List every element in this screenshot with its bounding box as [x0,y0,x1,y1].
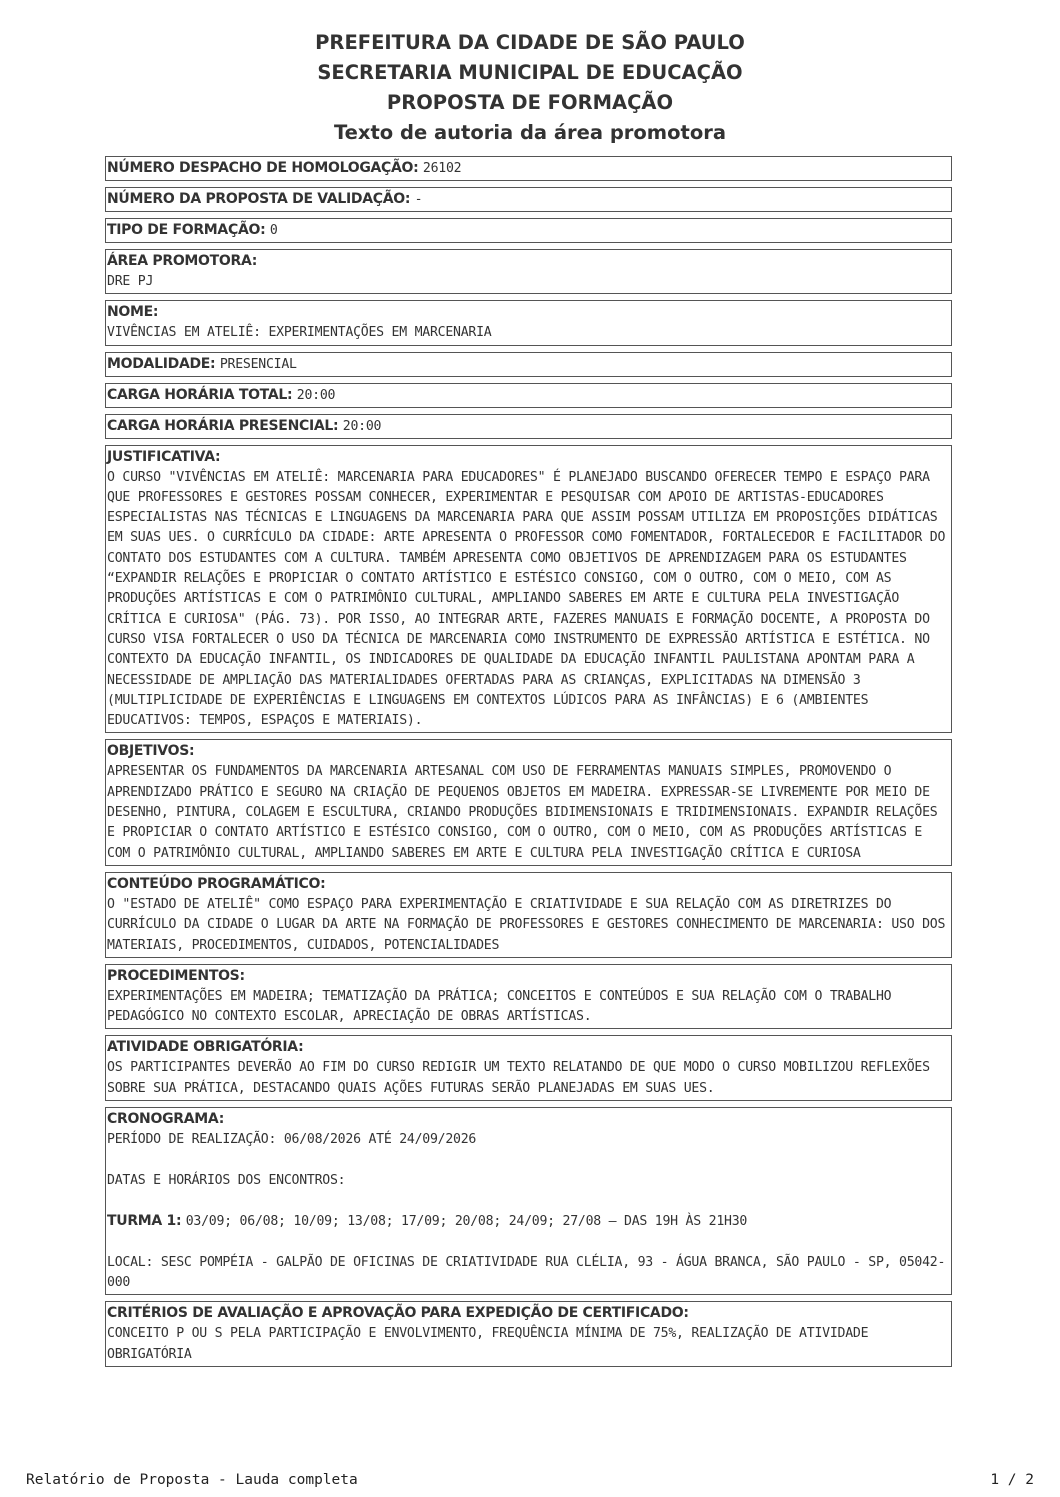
field-objetivos [105,739,952,865]
field-value: OS PARTICIPANTES DEVERÃO AO FIM DO CURSO REDIGIR UM TEXTO RELATANDO DE QUE MODO O CURSO MOBILIZOU REFLEXÕES SOBRE SUA PRÁTICA, DESTACANDO QUAIS AÇÕES FUTURAS SERÃO PLANEJADAS EM SUAS UES. [107,1060,938,1096]
field-validacao [105,187,952,212]
footer-page-number: 1 / 2 [990,1472,1034,1488]
field-label: ÁREA PROMOTORA: [107,253,258,269]
field-label: JUSTIFICATIVA: [107,448,221,465]
cronograma-turma [107,1211,950,1232]
field-value: O CURSO "VIVÊNCIAS EM ATELIÊ: MARCENARIA PARA EDUCADORES" É PLANEJADO BUSCANDO OFERECER TEMPO E ESPAÇO PARA QUE PROFESSORES E GESTORES POSSAM CONHECER, EXPERIMENTAR E PESQUISAR COM APOIO DE ARTISTAS-EDUCADORES ESPECIALISTAS NAS TÉCNICAS E LINGUAGENS DA MARCENARIA PARA QUE ASSIM POSSAM UTILIZA EM PROPOSIÇÕES DIDÁTICAS EM SUAS UES. O CURRÍCULO DA CIDADE: ARTE APRESENTA O PROFESSOR COMO FOMENTADOR, FORTALECEDOR E FACILITADOR DO CONTATO DOS ESTUDANTES COM A CULTURA. TAMBÉM APRESENTA COMO OBJETIVOS DE APRENDIZAGEM PARA OS ESTUDANTES “EXPANDIR RELAÇÕES E PROPICIAR O CONTATO ARTÍSTICO E ESTÉSICO CONSIGO, COM O OUTRO, COM O MEIO, COM AS PRODUÇÕES ARTÍSTICAS E COM O PATRIMÔNIO CULTURAL, AMPLIANDO SABERES EM ARTE E CULTURA PELA INVESTIGAÇÃO CRÍTICA E CURIOSA" (PÁG. 73). POR ISSO, AO INTEGRAR ARTE, FAZERES MANUAIS E FORMAÇÃO DOCENTE, A PROPOSTA DO CURSO VISA FORTALECER O USO DA TÉCNICA DE MARCENARIA COMO INSTRUMENTO DE EXPRESSÃO ARTÍSTICA E ESTÉTICA. NO CONTEXTO DA EDUCAÇÃO INFANTIL, OS INDICADORES DE QUALIDADE DA EDUCAÇÃO INFANTIL PAULISTANA APONTAM PARA A NECESSIDADE DE AMPLIAÇÃO DAS MATERIALIDADES OFERTADAS PARA AS CRIANÇAS, EXPLICITADAS NA DIMENSÃO 3 (MULTIPLICIDADE DE EXPERIÊNCIAS E LINGUAGENS EM CONTEXTOS LÚDICOS PARA AS INFÂNCIAS) E 6 (AMBIENTES EDUCATIVOS: TEMPOS, ESPAÇOS E MATERIAIS). [107,469,953,729]
field-value: APRESENTAR OS FUNDAMENTOS DA MARCENARIA ARTESANAL COM USO DE FERRAMENTAS MANUAIS SIMPLES, PROMOVENDO O APRENDIZADO PRÁTICO E SEGURO NA CRIAÇÃO DE PEQUENOS OBJETOS EM MADEIRA. EXPRESSAR-SE LIVREMENTE POR MEIO DE DESENHO, PINTURA, COLAGEM E ESCULTURA, CRIANDO PRODUÇÕES BIDIMENSIONAIS E TRIDIMENSIONAIS. EXPANDIR RELAÇÕES E PROPICIAR O CONTATO ARTÍSTICO E ESTÉSICO CONSIGO, COM O OUTRO, COM O MEIO, COM AS PRODUÇÕES ARTÍSTICAS E COM O PATRIMÔNIO CULTURAL, AMPLIANDO SABERES EM ARTE E CULTURA PELA INVESTIGAÇÃO CRÍTICA E CURIOSA [107,764,946,861]
field-value: 0 [269,223,278,238]
field-area [105,249,952,294]
spacer [107,1233,950,1253]
field-label: NOME: [107,304,159,321]
field-label: CRONOGRAMA: [107,1111,225,1128]
field-value: 20:00 [342,418,382,434]
field-label: CARGA HORÁRIA TOTAL: [107,386,293,403]
field-despacho [105,156,952,181]
spacer [107,1191,950,1211]
spacer [107,1150,950,1170]
field-label: NÚMERO DA PROPOSTA DE VALIDAÇÃO: [107,191,411,207]
field-value: 26102 [422,161,462,176]
footer-report-title: Relatório de Proposta - Lauda completa [26,1472,358,1488]
cronograma-datas: DATAS E HORÁRIOS DOS ENCONTROS: [107,1172,346,1188]
header-subtitle: Texto de autoria da área promotora [333,121,727,144]
cronograma-periodo: PERÍODO DE REALIZAÇÃO: 06/08/2026 ATÉ 24/09/2026 [107,1132,477,1148]
field-value: EXPERIMENTAÇÕES EM MADEIRA; TEMATIZAÇÃO DA PRÁTICA; CONCEITOS E CONTEÚDOS E SUA RELAÇÃO COM O TRABALHO PEDAGÓGICO NO CONTEXTO ESCOLAR, APRECIAÇÃO DE OBRAS ARTÍSTICAS. [107,988,900,1025]
field-label: CRITÉRIOS DE AVALIAÇÃO E APROVAÇÃO PARA EXPEDIÇÃO DE CERTIFICADO: [107,1305,689,1322]
field-label: TIPO DE FORMAÇÃO: [107,222,266,238]
page-footer [26,1472,1034,1488]
field-procedimentos [105,964,952,1030]
field-value: - [414,192,423,207]
field-carga-presencial [105,414,952,439]
field-label: NÚMERO DESPACHO DE HOMOLOGAÇÃO: [107,160,419,176]
document-header [0,28,1060,148]
turma-value: 03/09; 06/08; 10/09; 13/08; 17/09; 20/08; 24/09; 27/08 — DAS 19H ÀS 21H30 [185,1214,748,1230]
field-tipo [105,218,952,243]
turma-label: TURMA 1: [107,1213,182,1230]
header-prefeitura: PREFEITURA DA CIDADE DE SÃO PAULO [315,31,745,54]
field-label: ATIVIDADE OBRIGATÓRIA: [107,1039,304,1056]
cronograma-local: LOCAL: SESC POMPÉIA - GALPÃO DE OFICINAS DE CRIATIVIDADE RUA CLÉLIA, 93 - ÁGUA BRANCA, SÃO PAULO - SP, 05042-000 [107,1254,946,1291]
field-value: CONCEITO P OU S PELA PARTICIPAÇÃO E ENVOLVIMENTO, FREQUÊNCIA MÍNIMA DE 75%, REALIZAÇÃO DE ATIVIDADE OBRIGATÓRIA [107,1326,876,1362]
header-proposta: PROPOSTA DE FORMAÇÃO [386,91,674,114]
field-atividade [105,1035,952,1101]
field-conteudo [105,872,952,958]
field-value: PRESENCIAL [219,356,297,372]
field-modalidade [105,352,952,377]
field-label: CONTEÚDO PROGRAMÁTICO: [107,875,326,892]
field-nome [105,300,952,345]
field-value: 20:00 [296,387,336,403]
field-justificativa [105,445,952,734]
field-cronograma [105,1107,952,1295]
field-value: VIVÊNCIAS EM ATELIÊ: EXPERIMENTAÇÕES EM MARCENARIA [107,325,492,341]
field-label: PROCEDIMENTOS: [107,967,245,984]
field-criterios [105,1301,952,1367]
field-label: OBJETIVOS: [107,743,195,760]
field-label: CARGA HORÁRIA PRESENCIAL: [107,417,339,434]
header-secretaria: SECRETARIA MUNICIPAL DE EDUCAÇÃO [317,61,743,84]
field-label: MODALIDADE: [107,355,216,372]
field-carga-total [105,383,952,408]
field-value: DRE PJ [107,274,154,289]
proposal-fields [105,156,952,1373]
field-value: O "ESTADO DE ATELIÊ" COMO ESPAÇO PARA EXPERIMENTAÇÃO E CRIATIVIDADE E SUA RELAÇÃO COM AS DIRETRIZES DO CURRÍCULO DA CIDADE O LUGAR DA ARTE NA FORMAÇÃO DE PROFESSORES E GESTORES CONHECIMENTO DE MARCENARIA: USO DOS MATERIAIS, PROCEDIMENTOS, CUIDADOS, POTENCIALIDADES [107,896,953,953]
